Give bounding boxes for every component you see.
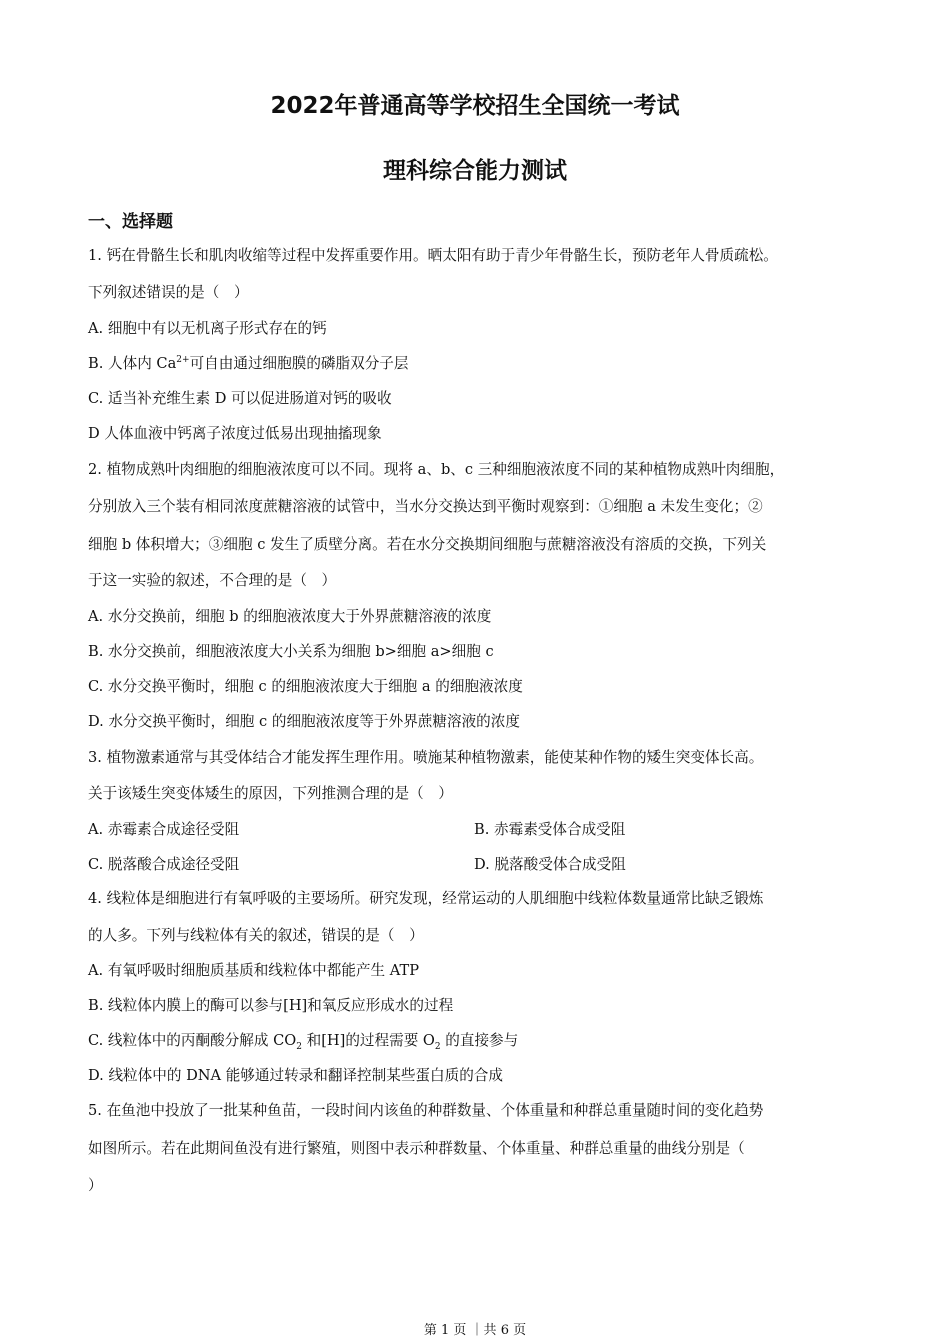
option-a: A. 水分交换前，细胞 b 的细胞液浓度大于外界蔗糖溶液的浓度 xyxy=(88,608,492,625)
exam-title: 2022年普通高等学校招生全国统一考试 xyxy=(270,93,680,119)
question-stem: 4. 线粒体是细胞进行有氧呼吸的主要场所。研究发现，经常运动的人肌细胞中线粒体数量通常比缺乏锻炼 xyxy=(88,890,764,907)
question-stem: 如图所示。若在此期间鱼没有进行繁殖，则图中表示种群数量、个体重量、种群总重量的曲线分别是（ xyxy=(88,1140,745,1157)
option-text: 可自由通过细胞膜的磷脂双分子层 xyxy=(189,355,409,372)
section-title: 一、选择题 xyxy=(88,212,173,232)
question-stem: 分别放入三个装有相同浓度蔗糖溶液的试管中，当水分交换达到平衡时观察到：①细胞 a 未发生变化；② xyxy=(88,498,763,515)
superscript: 2+ xyxy=(176,355,190,366)
option-d: D. 脱落酸受体合成受阻 xyxy=(474,856,626,873)
option-b xyxy=(88,353,409,375)
option-text: B. 人体内 Ca xyxy=(88,355,177,372)
subscript: 2 xyxy=(434,1041,441,1052)
page-number: 第 1 页 ｜共 6 页 xyxy=(423,1323,527,1338)
option-b: B. 线粒体内膜上的酶可以参与[H]和氧反应形成水的过程 xyxy=(88,997,454,1014)
option-a: A. 细胞中有以无机离子形式存在的钙 xyxy=(88,320,327,337)
option-d: D. 线粒体中的 DNA 能够通过转录和翻译控制某些蛋白质的合成 xyxy=(88,1067,503,1084)
question-stem: 下列叙述错误的是（ ） xyxy=(88,284,249,301)
question-stem: 于这一实验的叙述，不合理的是（ ） xyxy=(88,572,337,589)
option-text: C. 线粒体中的丙酮酸分解成 CO xyxy=(88,1032,297,1049)
question-stem: 1. 钙在骨骼生长和肌肉收缩等过程中发挥重要作用。晒太阳有助于青少年骨骼生长，预防老年人骨质疏松。 xyxy=(88,247,778,264)
option-d: D 人体血液中钙离子浓度过低易出现抽搐现象 xyxy=(88,425,382,442)
question-stem: 细胞 b 体积增大；③细胞 c 发生了质壁分离。若在水分交换期间细胞与蔗糖溶液没有溶质的交换，下列关 xyxy=(88,536,767,553)
exam-subtitle: 理科综合能力测试 xyxy=(383,158,567,184)
question-stem: 关于该矮生突变体矮生的原因，下列推测合理的是（ ） xyxy=(88,785,453,802)
question-stem: 5. 在鱼池中投放了一批某种鱼苗，一段时间内该鱼的种群数量、个体重量和种群总重量随时间的变化趋势 xyxy=(88,1102,764,1119)
option-text: 的直接参与 xyxy=(440,1032,519,1049)
option-d: D. 水分交换平衡时，细胞 c 的细胞液浓度等于外界蔗糖溶液的浓度 xyxy=(88,713,520,730)
option-c: C. 适当补充维生素 D 可以促进肠道对钙的吸收 xyxy=(88,390,392,407)
option-c: C. 脱落酸合成途径受阻 xyxy=(88,856,240,873)
question-stem: 2. 植物成熟叶肉细胞的细胞液浓度可以不同。现将 a、b、c 三种细胞液浓度不同的某种植物成熟叶肉细胞， xyxy=(88,461,785,478)
option-a: A. 赤霉素合成途径受阻 xyxy=(88,821,240,838)
option-b: B. 水分交换前，细胞液浓度大小关系为细胞 b>细胞 a>细胞 c xyxy=(88,643,494,660)
question-stem: ） xyxy=(88,1177,103,1194)
option-b: B. 赤霉素受体合成受阻 xyxy=(474,821,626,838)
option-text: 和[H]的过程需要 O xyxy=(301,1032,435,1049)
option-a: A. 有氧呼吸时细胞质基质和线粒体中都能产生 ATP xyxy=(88,962,420,979)
option-c: C. 水分交换平衡时，细胞 c 的细胞液浓度大于细胞 a 的细胞液浓度 xyxy=(88,678,523,695)
question-stem: 3. 植物激素通常与其受体结合才能发挥生理作用。喷施某种植物激素，能使某种作物的矮生突变体长高。 xyxy=(88,749,764,766)
subscript: 2 xyxy=(296,1041,302,1052)
option-c xyxy=(88,1030,518,1052)
question-stem: 的人多。下列与线粒体有关的叙述，错误的是（ ） xyxy=(88,927,424,944)
